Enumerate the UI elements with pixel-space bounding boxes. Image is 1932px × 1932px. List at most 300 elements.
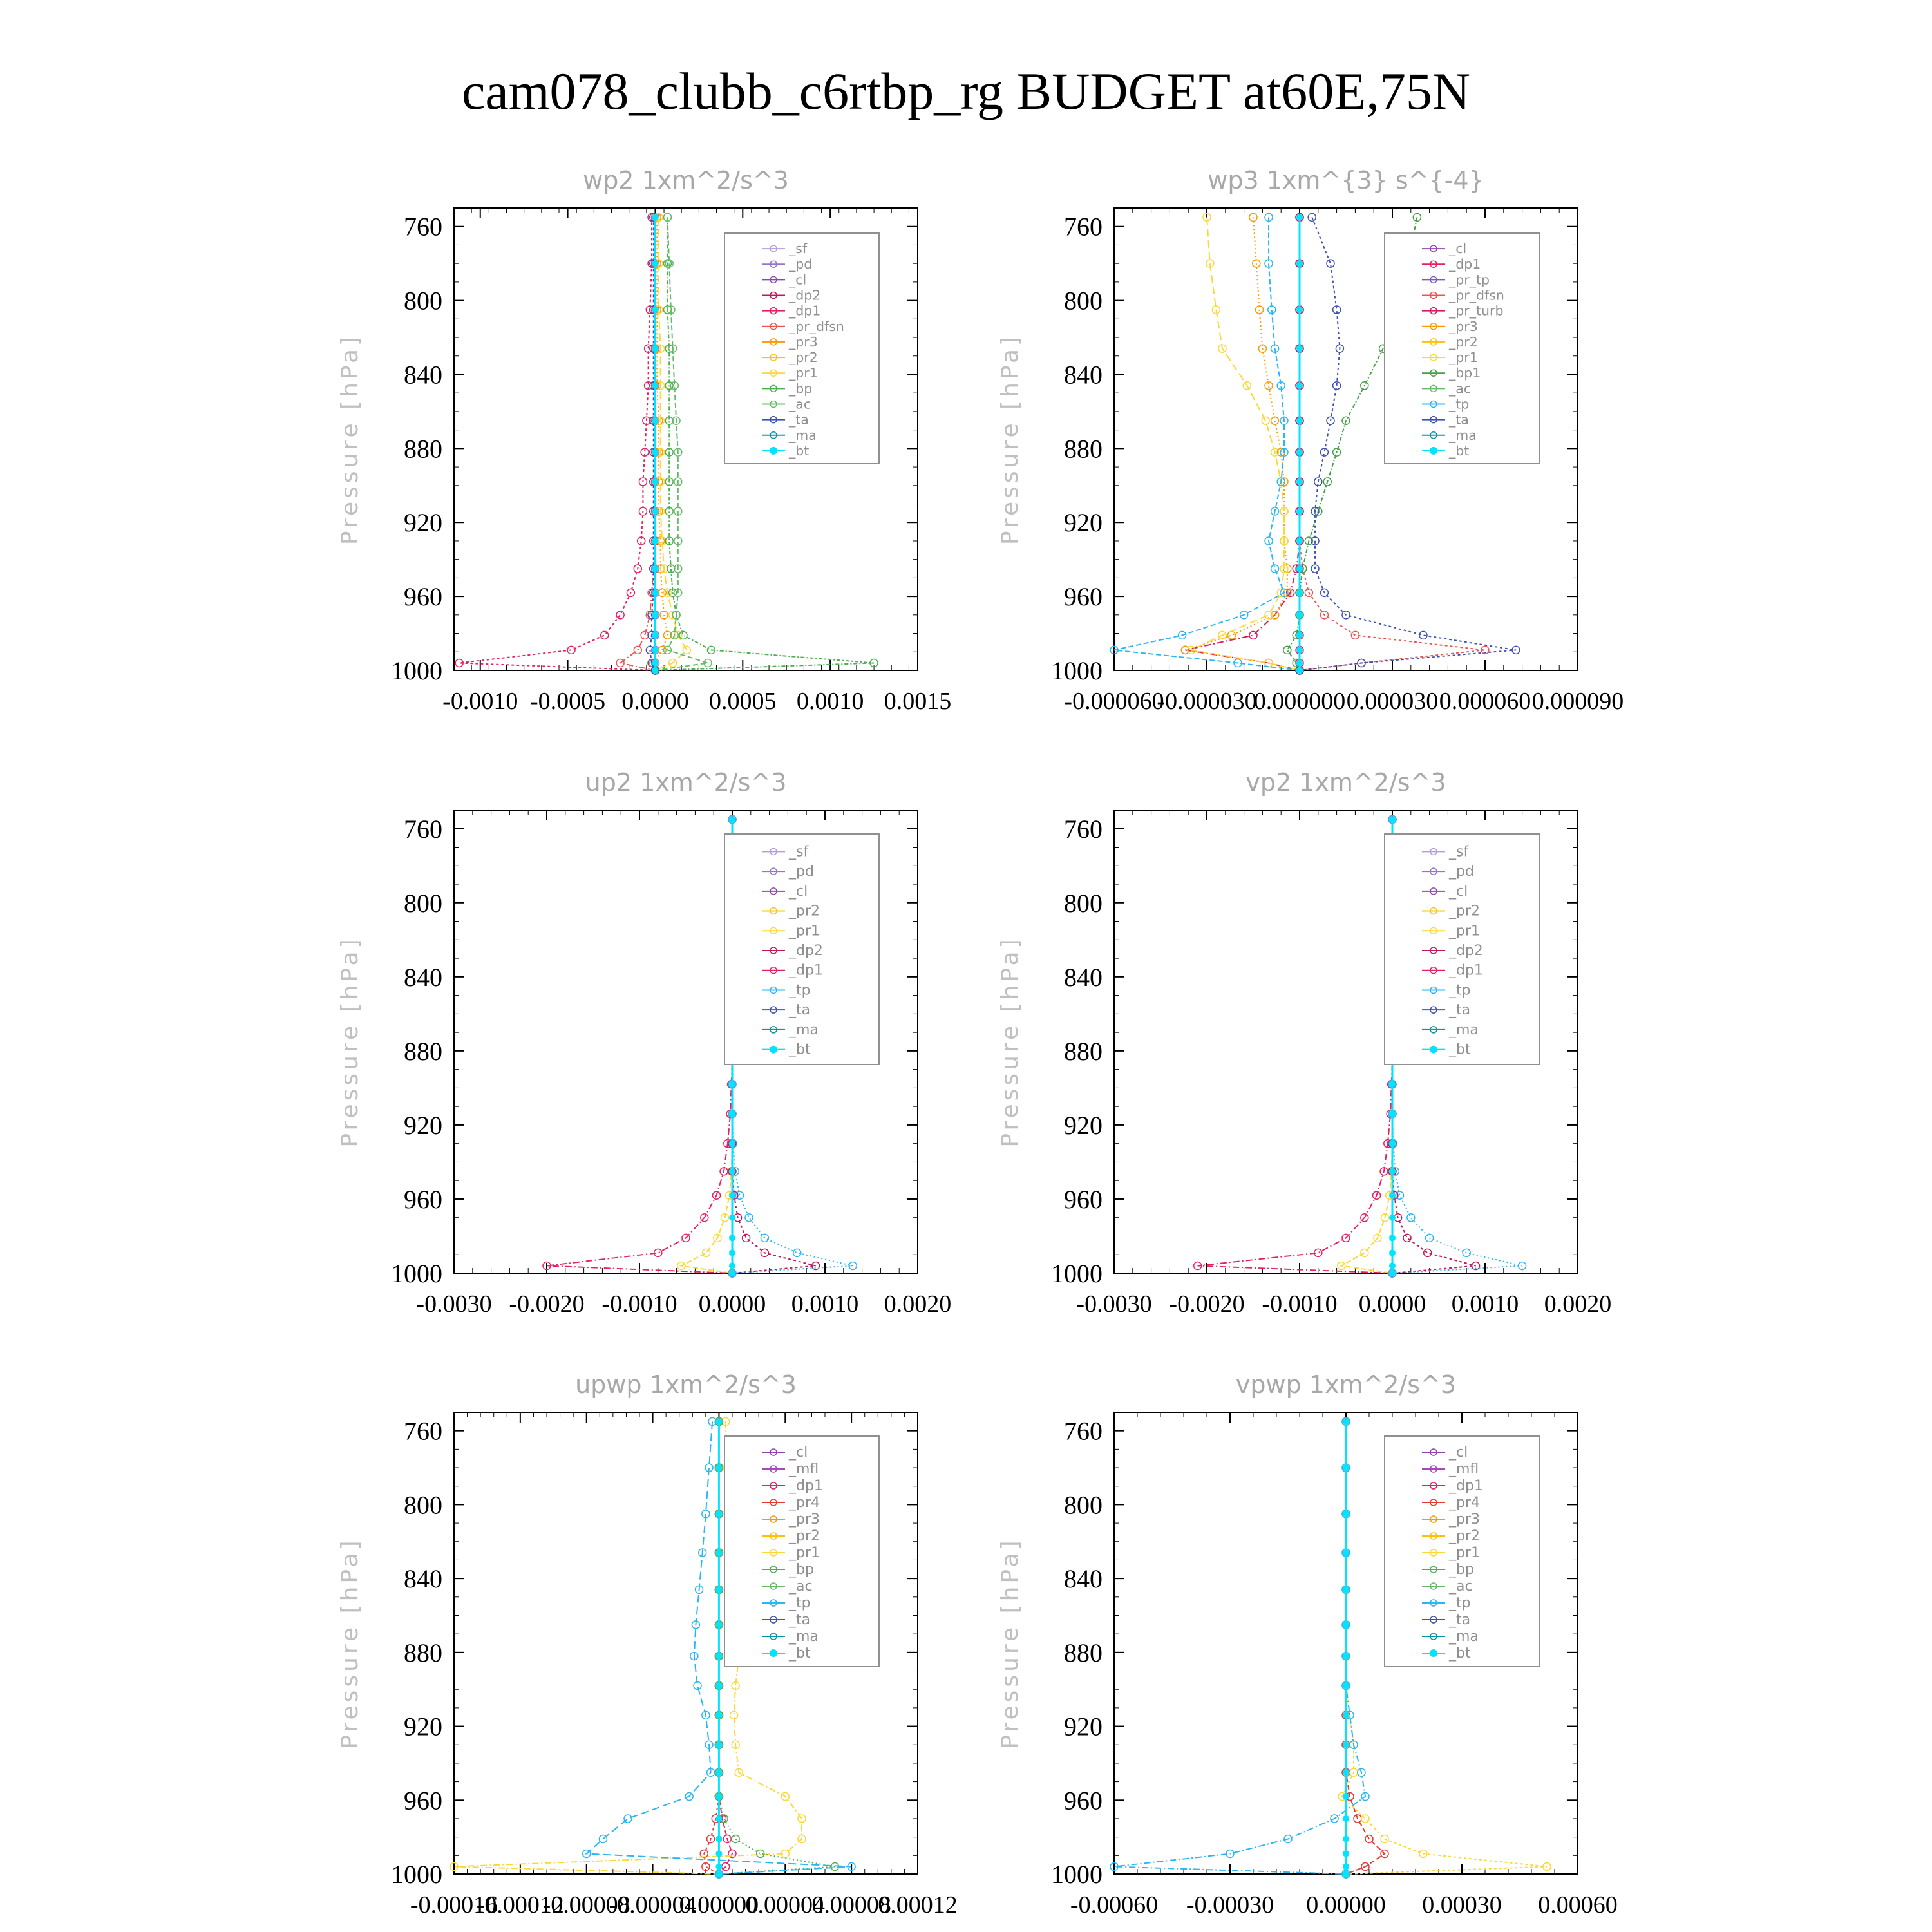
data-point_bt: [715, 1864, 722, 1870]
legend-label: _bp1: [1449, 365, 1481, 381]
legend-label: _dp1: [1449, 962, 1483, 979]
data-point_bt: [1389, 1141, 1396, 1147]
legend-label: _bp: [1449, 1562, 1474, 1578]
legend-label: _bp: [789, 381, 813, 397]
y-tick-label: 1000: [1051, 1860, 1103, 1889]
y-axis-label: Pressure [hPa]: [337, 936, 363, 1148]
data-point_bt: [1296, 345, 1303, 352]
data-point_bt: [652, 417, 658, 424]
y-tick-label: 960: [404, 582, 442, 612]
y-tick-label: 800: [1064, 1490, 1103, 1520]
data-point_bt: [715, 1769, 722, 1776]
data-point_bt: [715, 1836, 722, 1842]
y-tick-label: 920: [1064, 1712, 1103, 1741]
y-tick-label: 840: [404, 1564, 442, 1594]
y-axis-label: Pressure [hPa]: [337, 333, 363, 545]
x-tick-label: 0.0000: [1358, 1291, 1426, 1318]
legend-label: _pr1: [1449, 350, 1478, 366]
legend-label: _pr1: [789, 923, 820, 940]
data-point_dp1: [567, 646, 575, 654]
legend-label: _ma: [789, 427, 817, 443]
data-point_bt: [729, 1081, 735, 1088]
data-point_bt: [1296, 478, 1303, 485]
data-point_bt: [1343, 1864, 1349, 1870]
legend-label: _pr_turb: [1449, 303, 1504, 319]
data-point_bt: [729, 1270, 735, 1276]
data-point_bt: [715, 1586, 722, 1593]
data-point_bt: [1296, 260, 1303, 267]
data-point_bt: [1343, 1741, 1349, 1748]
data-point_bt: [652, 538, 658, 544]
data-point_bt: [729, 1168, 735, 1175]
x-tick-label: 0.00012: [878, 1891, 958, 1918]
data-point_bt: [1343, 1871, 1349, 1877]
data-point_bp1: [1283, 646, 1291, 654]
data-point_bt: [729, 816, 735, 822]
y-tick-label: 760: [1064, 814, 1103, 844]
data-point_dp1: [616, 611, 624, 619]
plot-title: vp2 1xm^2/s^3: [1245, 768, 1446, 797]
legend-label: _bp: [789, 1562, 814, 1578]
panel-3: [337, 768, 951, 1318]
data-point_bt: [1296, 632, 1303, 638]
data-point_bt: [1296, 538, 1303, 544]
data-point_bt: [1389, 1249, 1396, 1256]
data-point_bt: [715, 1794, 722, 1800]
x-tick-label: -0.0020: [509, 1291, 585, 1318]
data-point_bt: [1296, 565, 1303, 572]
data-point_bt: [1296, 214, 1303, 220]
data-point_bt: [715, 1464, 722, 1471]
legend-label: _bt: [1449, 1041, 1471, 1058]
x-tick-label: 0.00000: [1306, 1891, 1386, 1918]
data-point_bt: [1296, 449, 1303, 455]
y-tick-label: 800: [404, 888, 442, 918]
data-point_bt: [1296, 612, 1303, 618]
data-point_bt: [1389, 1235, 1396, 1241]
x-tick-label: 0.000000: [1253, 688, 1346, 715]
data-point_bt: [1389, 1081, 1396, 1088]
x-tick-label: -0.000030: [1157, 688, 1257, 715]
legend-label: _pr2: [1449, 903, 1481, 920]
legend-label: _ma: [1449, 1021, 1479, 1038]
data-point_bp: [679, 631, 687, 639]
data-point_bt: [715, 1549, 722, 1556]
y-tick-label: 760: [404, 814, 442, 844]
data-point_bt: [729, 1192, 735, 1198]
legend-label: _ma: [1449, 427, 1477, 443]
legend-label: _pr2: [789, 1528, 820, 1544]
legend-label: _ta: [1449, 1612, 1471, 1628]
legend-label: _pr2: [789, 350, 818, 366]
data-point_bt: [1296, 417, 1303, 424]
data-point_bt: [715, 1511, 722, 1517]
x-tick-label: 0.000030: [1346, 688, 1439, 715]
data-point_bt: [1389, 1270, 1396, 1276]
legend-label: _cl: [1449, 1444, 1468, 1461]
y-tick-label: 1000: [1051, 656, 1103, 685]
x-tick-label: -0.00016: [410, 1891, 498, 1918]
y-tick-label: 920: [1064, 1110, 1103, 1140]
data-point_tp: [745, 1214, 753, 1222]
data-point_bt: [652, 647, 658, 653]
x-tick-label: 0.0010: [791, 1291, 859, 1318]
data-point_pr1: [1361, 1815, 1369, 1823]
data-point_bt: [1389, 1215, 1396, 1221]
x-tick-label: 0.00004: [745, 1891, 826, 1918]
data-point_tp: [761, 1234, 768, 1242]
x-tick-label: -0.000060: [1064, 688, 1164, 715]
data-point_pr_turb: [1249, 631, 1257, 639]
x-tick-label: -0.0030: [416, 1291, 492, 1318]
plot-title: upwp 1xm^2/s^3: [575, 1370, 797, 1399]
y-tick-label: 960: [1064, 582, 1103, 612]
y-tick-label: 840: [404, 962, 442, 992]
x-tick-label: 0.0020: [884, 1291, 952, 1318]
x-tick-label: 0.0010: [796, 688, 864, 715]
legend-label: _dp1: [789, 1478, 823, 1494]
plot-title: up2 1xm^2/s^3: [585, 768, 787, 797]
plot-title: vpwp 1xm^2/s^3: [1235, 1370, 1457, 1399]
x-tick-label: 0.000060: [1439, 688, 1531, 715]
y-tick-label: 840: [404, 360, 442, 390]
x-tick-label: -0.00004: [609, 1891, 697, 1918]
panel-1: [337, 166, 951, 715]
legend-label: _dp1: [789, 962, 823, 979]
legend-label: _pr1: [1449, 1545, 1481, 1561]
y-axis-label: Pressure [hPa]: [997, 1537, 1023, 1749]
y-tick-label: 960: [1064, 1184, 1103, 1214]
data-point_pr3: [1249, 213, 1257, 221]
legend-label: _ma: [1449, 1629, 1479, 1645]
legend-label: _cl: [789, 272, 807, 288]
data-point_bt: [1343, 1836, 1349, 1842]
data-point_pr1: [1361, 1249, 1368, 1256]
data-point_dp2: [743, 1234, 750, 1242]
data-point_bp: [732, 1835, 739, 1843]
data-point_bt: [1343, 1712, 1349, 1718]
legend-label: _ta: [1449, 412, 1469, 428]
data-point_bt: [652, 383, 658, 389]
x-tick-label: -0.0010: [1262, 1291, 1338, 1318]
x-tick-label: 0.000090: [1531, 688, 1624, 715]
data-point_bt: [1296, 647, 1303, 653]
series-line_pr3: [1185, 217, 1300, 670]
legend-marker: [1430, 1046, 1437, 1054]
x-tick-label: 0.0020: [1544, 1291, 1612, 1318]
data-point_tp: [736, 1191, 744, 1199]
legend-label: _bt: [789, 442, 810, 459]
legend-label: _pr_tp: [1449, 272, 1490, 288]
y-tick-label: 920: [404, 1110, 442, 1140]
y-tick-label: 1000: [391, 656, 442, 685]
legend-label: _dp2: [1449, 943, 1483, 959]
y-tick-label: 920: [404, 1712, 442, 1741]
legend-label: _sf: [1449, 844, 1469, 860]
y-tick-label: 800: [1064, 888, 1103, 918]
data-point_bt: [1296, 383, 1303, 389]
data-point_bt: [652, 508, 658, 515]
legend-label: _pr_dfsn: [789, 318, 844, 334]
legend-label: _ac: [1449, 1578, 1473, 1595]
x-tick-label: -0.0005: [530, 688, 606, 715]
data-point_bt: [1343, 1622, 1349, 1628]
data-point_dp2: [1424, 1249, 1432, 1256]
plot-title: wp3 1xm^{3} s^{-4}: [1208, 166, 1484, 194]
legend-label: _ta: [1449, 1002, 1471, 1019]
legend-label: _tp: [789, 982, 811, 999]
data-point_bt: [729, 1262, 735, 1269]
y-tick-label: 760: [404, 212, 442, 242]
y-axis-label: Pressure [hPa]: [997, 936, 1023, 1148]
x-tick-label: -0.00030: [1186, 1891, 1274, 1918]
legend-label: _pr4: [789, 1495, 820, 1511]
data-point_bt: [652, 307, 658, 313]
data-point_bt: [1343, 1815, 1349, 1822]
data-point_bt: [1296, 307, 1303, 313]
data-point_bt: [652, 565, 658, 572]
data-point_bt: [652, 345, 658, 352]
y-tick-label: 1000: [391, 1860, 442, 1889]
legend-label: _pr1: [1449, 923, 1481, 940]
data-point_bt: [1343, 1653, 1349, 1660]
data-point_pr1: [1262, 417, 1269, 424]
data-point_ta: [1308, 213, 1316, 221]
legend-marker: [770, 447, 777, 455]
y-tick-label: 880: [1064, 1036, 1103, 1066]
data-point_bt: [1389, 816, 1396, 822]
data-point_bt: [729, 1215, 735, 1221]
legend-label: _cl: [1449, 883, 1468, 900]
data-point_bt: [652, 660, 658, 667]
data-point_dp1: [601, 631, 609, 639]
legend-label: _tp: [1449, 396, 1470, 412]
legend-marker: [770, 1649, 777, 1657]
legend-label: _cl: [789, 1444, 808, 1461]
data-point_bt: [1343, 1850, 1349, 1857]
legend-label: _dp2: [789, 287, 821, 303]
panel-4: [997, 768, 1611, 1318]
y-tick-label: 760: [404, 1416, 442, 1446]
data-point_bt: [1296, 589, 1303, 596]
x-tick-label: 0.00030: [1422, 1891, 1502, 1918]
y-tick-label: 880: [404, 1638, 442, 1667]
legend-label: _pr2: [1449, 334, 1478, 350]
legend-label: _ta: [789, 1612, 811, 1628]
data-point_bt: [1343, 1794, 1349, 1800]
x-tick-label: 0.00008: [811, 1891, 891, 1918]
legend-label: _sf: [789, 241, 808, 257]
data-point_bt: [715, 1850, 722, 1857]
data-point_bt: [1343, 1511, 1349, 1517]
y-tick-label: 960: [1064, 1786, 1103, 1815]
x-tick-label: -0.00012: [476, 1891, 564, 1918]
legend-marker: [1430, 447, 1437, 455]
data-point_tp: [624, 1815, 632, 1823]
x-tick-label: 0.0000: [698, 1291, 766, 1318]
y-tick-label: 800: [404, 1490, 442, 1520]
y-tick-label: 960: [404, 1184, 442, 1214]
legend-label: _pr2: [789, 903, 820, 920]
data-point_bt: [1389, 1262, 1396, 1269]
series-line_dp1: [547, 819, 732, 1273]
legend-label: _tp: [789, 1595, 811, 1611]
y-tick-label: 880: [404, 1036, 442, 1066]
legend-label: _dp1: [789, 303, 821, 319]
panel-5: [337, 1370, 958, 1918]
legend-marker: [1430, 1649, 1437, 1657]
legend-label: _pd: [789, 256, 813, 272]
data-point_bt: [1343, 1418, 1349, 1425]
x-tick-label: 0.0005: [709, 688, 777, 715]
data-point_bt: [715, 1871, 722, 1877]
x-tick-label: -0.0010: [442, 688, 518, 715]
main-title: cam078_clubb_c6rtbp_rg BUDGET at60E,75N: [461, 62, 1471, 120]
data-point_bt: [729, 1249, 735, 1256]
legend-label: _mfl: [1449, 1461, 1479, 1477]
legend-label: _pr3: [789, 1511, 820, 1528]
panel-6: [997, 1370, 1618, 1918]
data-point_bt: [652, 589, 658, 596]
legend-label: _bt: [789, 1645, 811, 1662]
y-tick-label: 800: [1064, 286, 1103, 316]
data-point_bt: [652, 260, 658, 267]
y-tick-label: 760: [1064, 212, 1103, 242]
series-line_tp: [1114, 217, 1300, 670]
data-point_bt: [652, 449, 658, 455]
legend-label: _ta: [789, 1002, 811, 1019]
x-tick-label: 0.0015: [884, 688, 952, 715]
data-point_bt: [715, 1815, 722, 1822]
plot-title: wp2 1xm^2/s^3: [583, 166, 789, 194]
x-tick-label: -0.0020: [1169, 1291, 1245, 1318]
x-tick-label: -0.00008: [542, 1891, 630, 1918]
y-tick-label: 800: [404, 286, 442, 316]
data-point_dp2: [1403, 1234, 1411, 1242]
legend-label: _ma: [789, 1021, 819, 1038]
y-tick-label: 880: [1064, 1638, 1103, 1667]
data-point_bt: [1389, 1168, 1396, 1175]
data-point_tp: [1407, 1214, 1415, 1222]
series-line_dp1: [459, 217, 655, 670]
data-point_bt: [729, 1235, 735, 1241]
series-line_pr1: [656, 217, 687, 670]
series-line_ac: [656, 217, 708, 670]
y-tick-label: 880: [1064, 434, 1103, 464]
legend-label: _ac: [789, 1578, 813, 1595]
data-point_bt: [1296, 508, 1303, 515]
legend-label: _pr3: [1449, 318, 1478, 334]
legend-label: _sf: [789, 844, 809, 860]
legend-label: _pr2: [1449, 1528, 1481, 1544]
y-tick-label: 920: [1064, 508, 1103, 538]
data-point_bt: [1389, 1111, 1396, 1117]
data-point_bt: [715, 1682, 722, 1689]
legend-label: _ac: [789, 396, 811, 412]
legend-label: _tp: [1449, 1595, 1471, 1611]
x-tick-label: 0.00000: [679, 1891, 759, 1918]
data-point_tp: [1426, 1234, 1434, 1242]
legend-label: _pr1: [789, 1545, 820, 1561]
legend-label: _dp1: [1449, 1478, 1483, 1494]
legend-label: _mfl: [789, 1461, 819, 1477]
panel-2: [997, 166, 1624, 715]
y-tick-label: 760: [1064, 1416, 1103, 1446]
legend-label: _ac: [1449, 381, 1472, 397]
legend-marker: [770, 1046, 777, 1054]
legend-label: _bt: [1449, 442, 1470, 459]
y-axis-label: Pressure [hPa]: [997, 333, 1023, 545]
data-point_bt: [1343, 1586, 1349, 1593]
legend-label: _pd: [789, 864, 814, 880]
legend-label: _pr_dfsn: [1449, 287, 1504, 303]
data-point_bt: [729, 1111, 735, 1117]
x-tick-label: -0.00060: [1070, 1891, 1159, 1918]
legend-label: _pr3: [789, 334, 818, 350]
legend-label: _pr4: [1449, 1495, 1481, 1511]
legend-label: _cl: [789, 883, 808, 900]
data-point_bt: [652, 478, 658, 485]
legend-label: _bt: [789, 1041, 811, 1058]
y-axis-label: Pressure [hPa]: [337, 1537, 363, 1749]
y-tick-label: 880: [404, 434, 442, 464]
legend-label: _ma: [789, 1629, 819, 1645]
y-tick-label: 920: [404, 508, 442, 538]
y-tick-label: 960: [404, 1786, 442, 1815]
data-point_bt: [1343, 1549, 1349, 1556]
x-tick-label: -0.0010: [601, 1291, 677, 1318]
data-point_bt: [715, 1418, 722, 1425]
data-point_pr1: [703, 1249, 710, 1256]
data-point_bt: [715, 1622, 722, 1628]
legend-label: _tp: [1449, 982, 1471, 999]
data-point_bt: [715, 1741, 722, 1748]
series-line_pr_turb: [1185, 217, 1300, 670]
data-point_bt: [652, 612, 658, 618]
legend-label: _dp2: [789, 943, 823, 959]
legend-label: _pr3: [1449, 1511, 1481, 1528]
legend-label: _dp1: [1449, 256, 1481, 272]
data-point_bt: [1343, 1682, 1349, 1689]
legend-label: _cl: [1449, 241, 1467, 257]
y-tick-label: 1000: [1051, 1259, 1103, 1288]
data-point_bt: [1389, 1192, 1396, 1198]
data-point_bt: [1296, 660, 1303, 667]
y-tick-label: 1000: [391, 1259, 442, 1288]
data-point_pr1: [683, 646, 690, 654]
data-point_bt: [652, 632, 658, 638]
data-point_bt: [1343, 1464, 1349, 1471]
y-tick-label: 840: [1064, 360, 1103, 390]
data-point_bt: [652, 667, 658, 674]
data-point_bt: [715, 1712, 722, 1718]
legend-label: _pd: [1449, 864, 1474, 880]
data-point_tp: [1396, 1191, 1404, 1199]
data-point_bt: [1296, 667, 1303, 674]
data-point_bt: [715, 1653, 722, 1660]
x-tick-label: 0.0000: [621, 688, 689, 715]
data-point_bt: [652, 214, 658, 220]
series-line_tp: [1114, 1421, 1365, 1874]
series-line_dp1: [1198, 819, 1392, 1273]
legend-label: _ta: [789, 412, 809, 428]
x-tick-label: 0.00060: [1538, 1891, 1618, 1918]
legend-label: _pr1: [789, 365, 818, 381]
y-tick-label: 840: [1064, 962, 1103, 992]
data-point_bt: [1343, 1769, 1349, 1776]
data-point_bt: [729, 1141, 735, 1147]
legend-label: _bt: [1449, 1645, 1471, 1662]
